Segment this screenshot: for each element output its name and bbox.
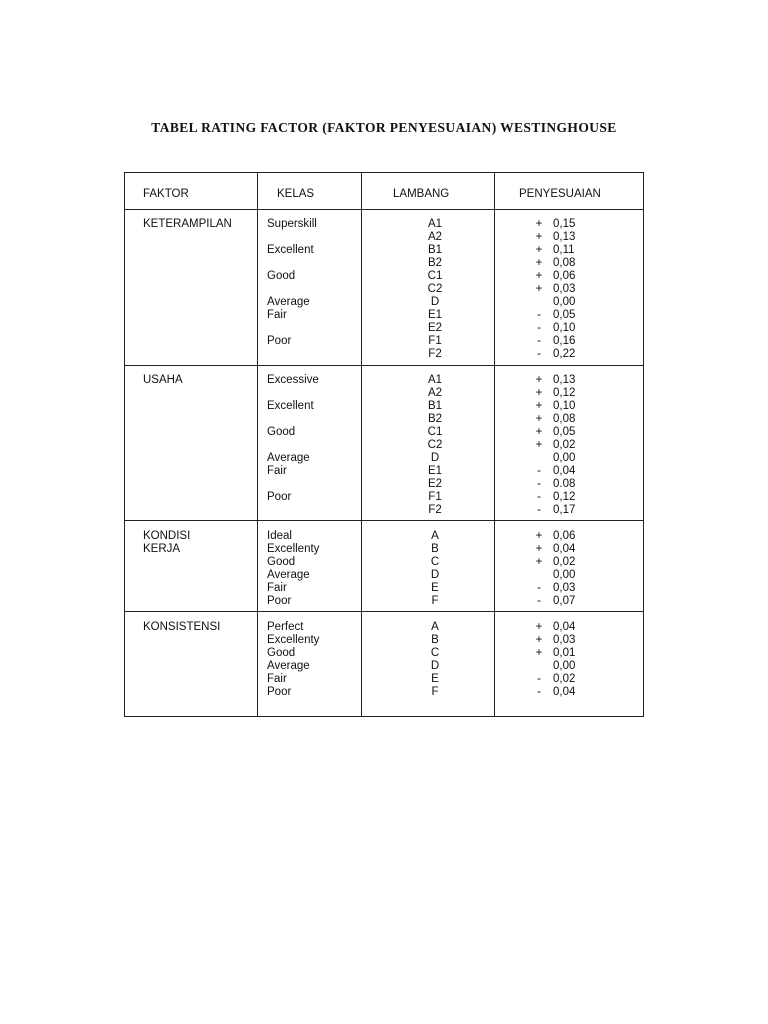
penyesuaian-value: 0,10 <box>553 322 576 334</box>
lambang-cell: B1 <box>427 244 443 256</box>
kelas-cell: Excellent <box>267 244 314 256</box>
sign-cell: - <box>537 478 541 490</box>
kelas-cell: Perfect <box>267 621 304 633</box>
faktor-label: KONDISI <box>143 530 191 542</box>
lambang-cell: A <box>431 530 439 542</box>
lambang-cell: C1 <box>427 426 443 438</box>
penyesuaian-value: 0,12 <box>553 387 576 399</box>
kelas-cell: Good <box>267 426 296 438</box>
kelas-cell: Good <box>267 556 296 568</box>
lambang-cell: C1 <box>427 270 443 282</box>
kelas-cell: Fair <box>267 309 287 321</box>
sign-cell: + <box>535 413 543 425</box>
sign-cell: + <box>535 426 543 438</box>
document-title: TABEL RATING FACTOR (FAKTOR PENYESUAIAN) WESTINGHOUSE <box>151 120 617 135</box>
header-lambang: LAMBANG <box>393 188 450 200</box>
lambang-cell: E1 <box>427 465 443 477</box>
penyesuaian-value: 0,06 <box>553 270 576 282</box>
penyesuaian-value: 0,13 <box>553 374 576 386</box>
penyesuaian-value: 0,01 <box>553 647 576 659</box>
kelas-cell: Average <box>267 296 310 308</box>
column-divider <box>494 173 495 716</box>
kelas-cell: Average <box>267 569 310 581</box>
section-divider <box>125 611 643 612</box>
lambang-cell: C <box>430 647 440 659</box>
faktor-label: KETERAMPILAN <box>143 218 232 230</box>
penyesuaian-value: 0,02 <box>553 556 576 568</box>
column-divider <box>361 173 362 716</box>
kelas-cell: Poor <box>267 491 292 503</box>
lambang-cell: F2 <box>428 348 442 360</box>
penyesuaian-value: 0,03 <box>553 582 576 594</box>
sign-cell: + <box>535 244 543 256</box>
sign-cell: + <box>535 556 543 568</box>
lambang-cell: E1 <box>427 309 443 321</box>
sign-cell: + <box>535 647 543 659</box>
lambang-cell: D <box>430 569 440 581</box>
penyesuaian-value: 0,05 <box>553 426 576 438</box>
penyesuaian-value: 0,03 <box>553 634 576 646</box>
sign-cell: - <box>537 673 541 685</box>
sign-cell: - <box>537 348 541 360</box>
lambang-cell: F <box>431 686 439 698</box>
sign-cell: - <box>537 686 541 698</box>
penyesuaian-value: 0,00 <box>553 452 576 464</box>
lambang-cell: A2 <box>427 231 443 243</box>
penyesuaian-value: 0,17 <box>553 504 576 516</box>
sign-cell: + <box>535 374 543 386</box>
sign-cell: + <box>535 530 543 542</box>
kelas-cell: Fair <box>267 582 287 594</box>
sign-cell: - <box>537 335 541 347</box>
kelas-cell: Fair <box>267 673 287 685</box>
lambang-cell: D <box>430 660 440 672</box>
lambang-cell: F1 <box>428 491 442 503</box>
kelas-cell: Average <box>267 660 310 672</box>
kelas-cell: Superskill <box>267 218 317 230</box>
column-divider <box>257 173 258 716</box>
penyesuaian-value: 0,10 <box>553 400 576 412</box>
sign-cell: - <box>537 595 541 607</box>
kelas-cell: Excessive <box>267 374 319 386</box>
penyesuaian-value: 0,13 <box>553 231 576 243</box>
sign-cell: - <box>537 322 541 334</box>
lambang-cell: E <box>431 582 439 594</box>
header-divider <box>125 209 643 210</box>
section-divider <box>125 365 643 366</box>
kelas-cell: Average <box>267 452 310 464</box>
lambang-cell: B <box>431 634 439 646</box>
sign-cell: - <box>537 309 541 321</box>
lambang-cell: E2 <box>427 322 443 334</box>
lambang-cell: A <box>431 621 439 633</box>
sign-cell: - <box>537 491 541 503</box>
sign-cell: + <box>535 543 543 555</box>
sign-cell: + <box>535 283 543 295</box>
sign-cell: - <box>537 582 541 594</box>
faktor-label: KONSISTENSI <box>143 621 221 633</box>
sign-cell: + <box>535 231 543 243</box>
kelas-cell: Excellent <box>267 400 314 412</box>
penyesuaian-value: 0,02 <box>553 673 576 685</box>
sign-cell: + <box>535 400 543 412</box>
lambang-cell: F <box>431 595 439 607</box>
lambang-cell: E <box>431 673 439 685</box>
penyesuaian-value: 0,05 <box>553 309 576 321</box>
lambang-cell: A2 <box>427 387 443 399</box>
penyesuaian-value: 0,04 <box>553 621 576 633</box>
header-faktor: FAKTOR <box>143 188 189 200</box>
lambang-cell: C <box>430 556 440 568</box>
penyesuaian-value: 0.08 <box>553 478 576 490</box>
penyesuaian-value: 0,08 <box>553 413 576 425</box>
penyesuaian-value: 0,07 <box>553 595 576 607</box>
sign-cell: + <box>535 257 543 269</box>
penyesuaian-value: 0,04 <box>553 465 576 477</box>
penyesuaian-value: 0,00 <box>553 660 576 672</box>
penyesuaian-value: 0,00 <box>553 569 576 581</box>
lambang-cell: F1 <box>428 335 442 347</box>
penyesuaian-value: 0,08 <box>553 257 576 269</box>
penyesuaian-value: 0,16 <box>553 335 576 347</box>
penyesuaian-value: 0,12 <box>553 491 576 503</box>
sign-cell: + <box>535 387 543 399</box>
kelas-cell: Poor <box>267 335 292 347</box>
sign-cell: + <box>535 439 543 451</box>
faktor-label: KERJA <box>143 543 181 555</box>
penyesuaian-value: 0,11 <box>553 244 575 256</box>
sign-cell: + <box>535 621 543 633</box>
lambang-cell: C2 <box>427 439 443 451</box>
header-penyesuaian: PENYESUAIAN <box>519 188 601 200</box>
lambang-cell: A1 <box>427 374 443 386</box>
penyesuaian-value: 0,06 <box>553 530 576 542</box>
header-kelas: KELAS <box>277 188 315 200</box>
penyesuaian-value: 0,00 <box>553 296 576 308</box>
lambang-cell: B <box>431 543 439 555</box>
penyesuaian-value: 0,02 <box>553 439 576 451</box>
sign-cell: + <box>535 270 543 282</box>
lambang-cell: F2 <box>428 504 442 516</box>
sign-cell: + <box>535 634 543 646</box>
kelas-cell: Excellenty <box>267 634 320 646</box>
kelas-cell: Poor <box>267 595 292 607</box>
sign-cell: - <box>537 504 541 516</box>
penyesuaian-value: 0,04 <box>553 686 576 698</box>
lambang-cell: D <box>430 296 440 308</box>
kelas-cell: Excellenty <box>267 543 320 555</box>
lambang-cell: E2 <box>427 478 443 490</box>
penyesuaian-value: 0,04 <box>553 543 576 555</box>
lambang-cell: A1 <box>427 218 443 230</box>
lambang-cell: D <box>430 452 440 464</box>
kelas-cell: Poor <box>267 686 292 698</box>
kelas-cell: Fair <box>267 465 287 477</box>
rating-factor-table <box>124 172 644 717</box>
lambang-cell: B1 <box>427 400 443 412</box>
penyesuaian-value: 0,03 <box>553 283 576 295</box>
faktor-label: USAHA <box>143 374 183 386</box>
lambang-cell: B2 <box>427 257 443 269</box>
lambang-cell: C2 <box>427 283 443 295</box>
section-divider <box>125 520 643 521</box>
kelas-cell: Good <box>267 647 296 659</box>
penyesuaian-value: 0,22 <box>553 348 576 360</box>
kelas-cell: Ideal <box>267 530 292 542</box>
sign-cell: + <box>535 218 543 230</box>
kelas-cell: Good <box>267 270 296 282</box>
sign-cell: - <box>537 465 541 477</box>
lambang-cell: B2 <box>427 413 443 425</box>
penyesuaian-value: 0,15 <box>553 218 576 230</box>
